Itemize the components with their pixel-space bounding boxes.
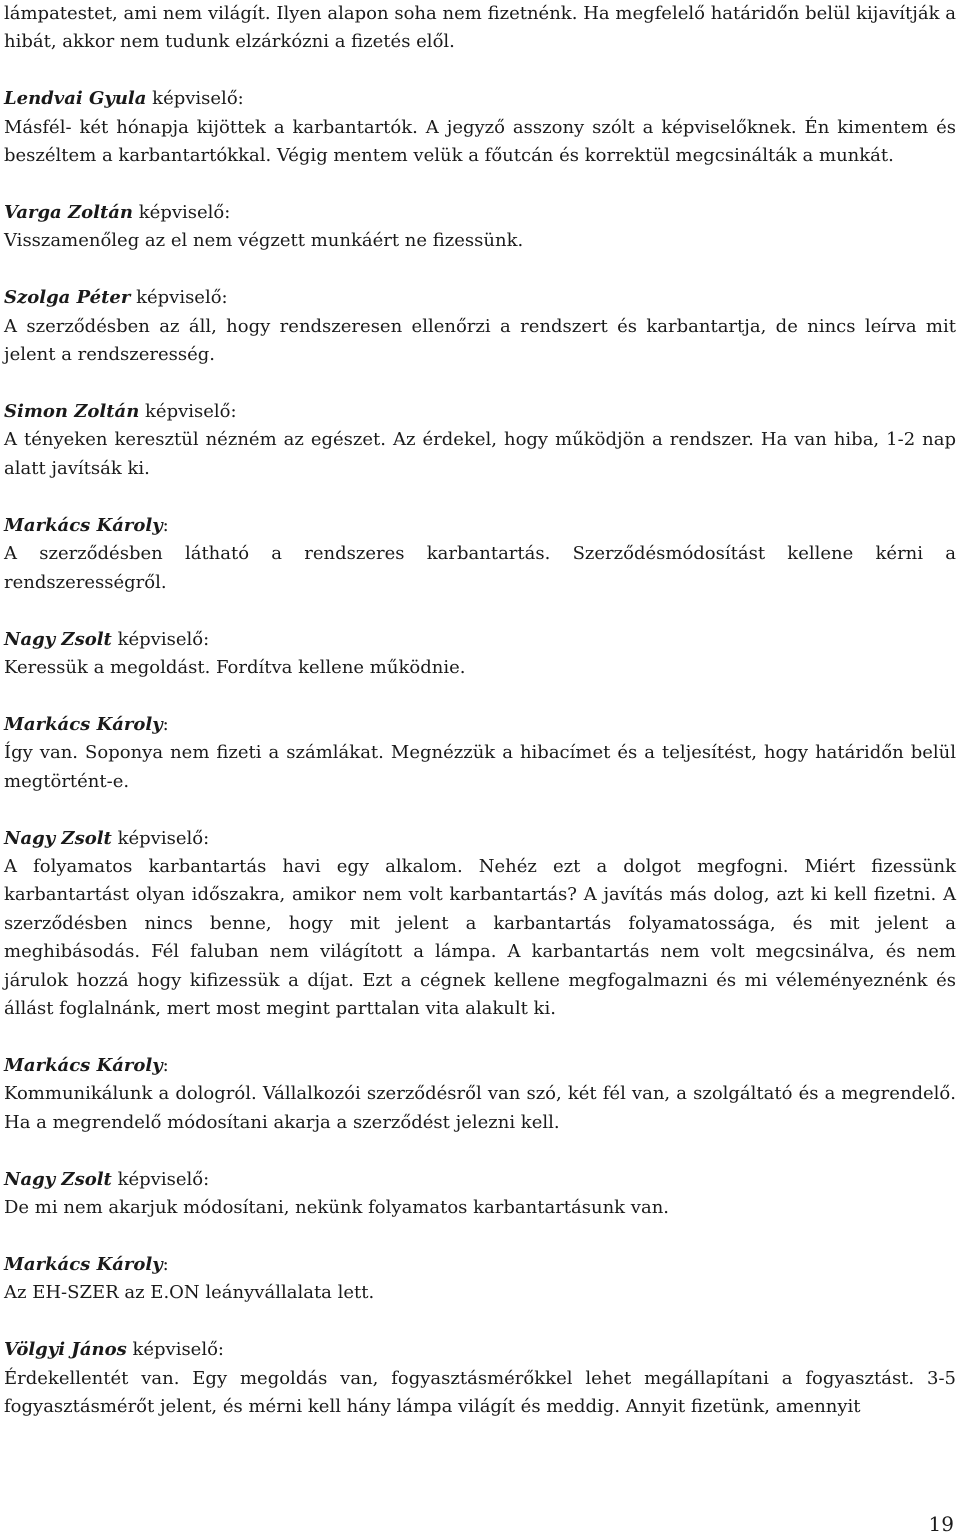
speaker-entry [4,626,956,683]
speech-text: Érdekellentét van. Egy megoldás van, fogyasztásmérőkkel lehet megállapítani a fogyasztást. 3-5 fogyasztásmérőt jelent, és mérni kell hány lámpa világít és meddig. Annyit fizetünk, amennyit [4,1367,956,1418]
speaker-name: Markács Károly [4,514,163,536]
speaker-name: Nagy Zsolt [4,628,112,650]
speaker-title: képviselő: [146,88,244,110]
speaker-title: : [162,514,169,536]
speaker-line [4,512,956,540]
speaker-line [4,1336,956,1364]
speaker-entry [4,1166,956,1223]
speaker-title: képviselő: [126,1339,224,1361]
speaker-line [4,711,956,739]
speaker-title: : [162,713,169,735]
speaker-name: Markács Károly [4,1253,163,1275]
speech-text: Másfél- két hónapja kijöttek a karbantartók. A jegyző asszony szólt a képviselőknek. Én kimentem és beszéltem a karbantartókkal. Végig mentem velük a főutcán és korrektül megcsinálták a munkát. [4,116,956,167]
page-number: 19 [928,1512,954,1536]
speech-text: Keressük a megoldást. Fordítva kellene működnie. [4,656,466,678]
speaker-name: Markács Károly [4,713,163,735]
speaker-line [4,1166,956,1194]
speaker-name: Szolga Péter [4,287,131,309]
speaker-line [4,85,956,113]
speech-text: Az EH-SZER az E.ON leányvállalata lett. [4,1282,375,1304]
speaker-line [4,199,956,227]
speaker-title: képviselő: [133,202,231,224]
speaker-entry [4,199,956,256]
speaker-title: : [162,1054,169,1076]
speaker-entry [4,1336,956,1421]
speaker-title: képviselő: [130,287,228,309]
speaker-title: képviselő: [111,628,210,650]
speaker-entry [4,1251,956,1308]
speaker-line [4,284,956,312]
speaker-entry [4,1052,956,1137]
speaker-name: Markács Károly [4,1054,163,1076]
speaker-title: képviselő: [139,401,237,423]
speaker-name: Simon Zoltán [4,401,140,423]
speech-text: A szerződésben az áll, hogy rendszeresen ellenőrzi a rendszert és karbantartja, de nincs leírva mit jelent a rendszeresség. [4,315,956,366]
speech-text: Így van. Soponya nem fizeti a számlákat. Megnézzük a hibacímet és a teljesítést, hogy határidőn belül megtörtént-e. [4,742,956,792]
speaker-entry [4,284,956,369]
speaker-line [4,1251,956,1279]
document-page [4,0,956,1450]
speaker-title: képviselő: [111,827,210,849]
speaker-entry [4,711,956,796]
speech-text: Kommunikálunk a dologról. Vállalkozói szerződésről van szó, két fél van, a szolgáltató és a megrendelő. Ha a megrendelő módosítani akarja a szerződést jelezni kell. [4,1083,956,1133]
speaker-line [4,825,956,853]
speaker-name: Nagy Zsolt [4,1168,112,1190]
speaker-line [4,626,956,654]
minutes-entries [4,85,956,1421]
speech-text: Visszamenőleg az el nem végzett munkáért ne fizessünk. [4,230,524,252]
speaker-line [4,1052,956,1080]
speaker-line [4,398,956,426]
speaker-entry [4,85,956,170]
speaker-name: Völgyi János [4,1339,127,1361]
speaker-entry [4,512,956,597]
speaker-title: képviselő: [111,1168,210,1190]
speaker-name: Lendvai Gyula [4,88,147,110]
speaker-name: Nagy Zsolt [4,827,112,849]
speaker-title: : [162,1253,169,1275]
speech-text: A tényeken keresztül nézném az egészet. Az érdekel, hogy működjön a rendszer. Ha van hiba, 1-2 nap alatt javítsák ki. [4,429,956,479]
speech-text: A folyamatos karbantartás havi egy alkalom. Nehéz ezt a dolgot megfogni. Miért fizessünk karbantartást olyan időszakra, amikor nem volt karbantartás? A javítás más dolog, azt ki kell fizetni. A szerződésben nincs benne, hogy mit jelent a karbantartás folyamatossága, és mit jelent a meghibásodás. Fél faluban nem világított a lámpa. A karbantartás nem volt megcsinálva, és nem járulok hozzá hogy kifizessük a díjat. Ezt a cégnek kellene megfogalmazni és mi véleményeznénk és állást foglalnánk, mert most megint parttalan vita alakult ki. [4,855,956,1019]
speaker-name: Varga Zoltán [4,202,134,224]
speech-text: A szerződésben látható a rendszeres karbantartás. Szerződésmódosítást kellene kérni a rendszerességről. [4,543,956,593]
speech-text: De mi nem akarjuk módosítani, nekünk folyamatos karbantartásunk van. [4,1197,670,1218]
speaker-entry [4,398,956,483]
intro-paragraph: lámpatestet, ami nem világít. Ilyen alapon soha nem fizetnénk. Ha megfelelő határidőn belül kijavítják a hibát, akkor nem tudunk elzárkózni a fizetés elől. [4,3,956,53]
speaker-entry [4,825,956,1024]
